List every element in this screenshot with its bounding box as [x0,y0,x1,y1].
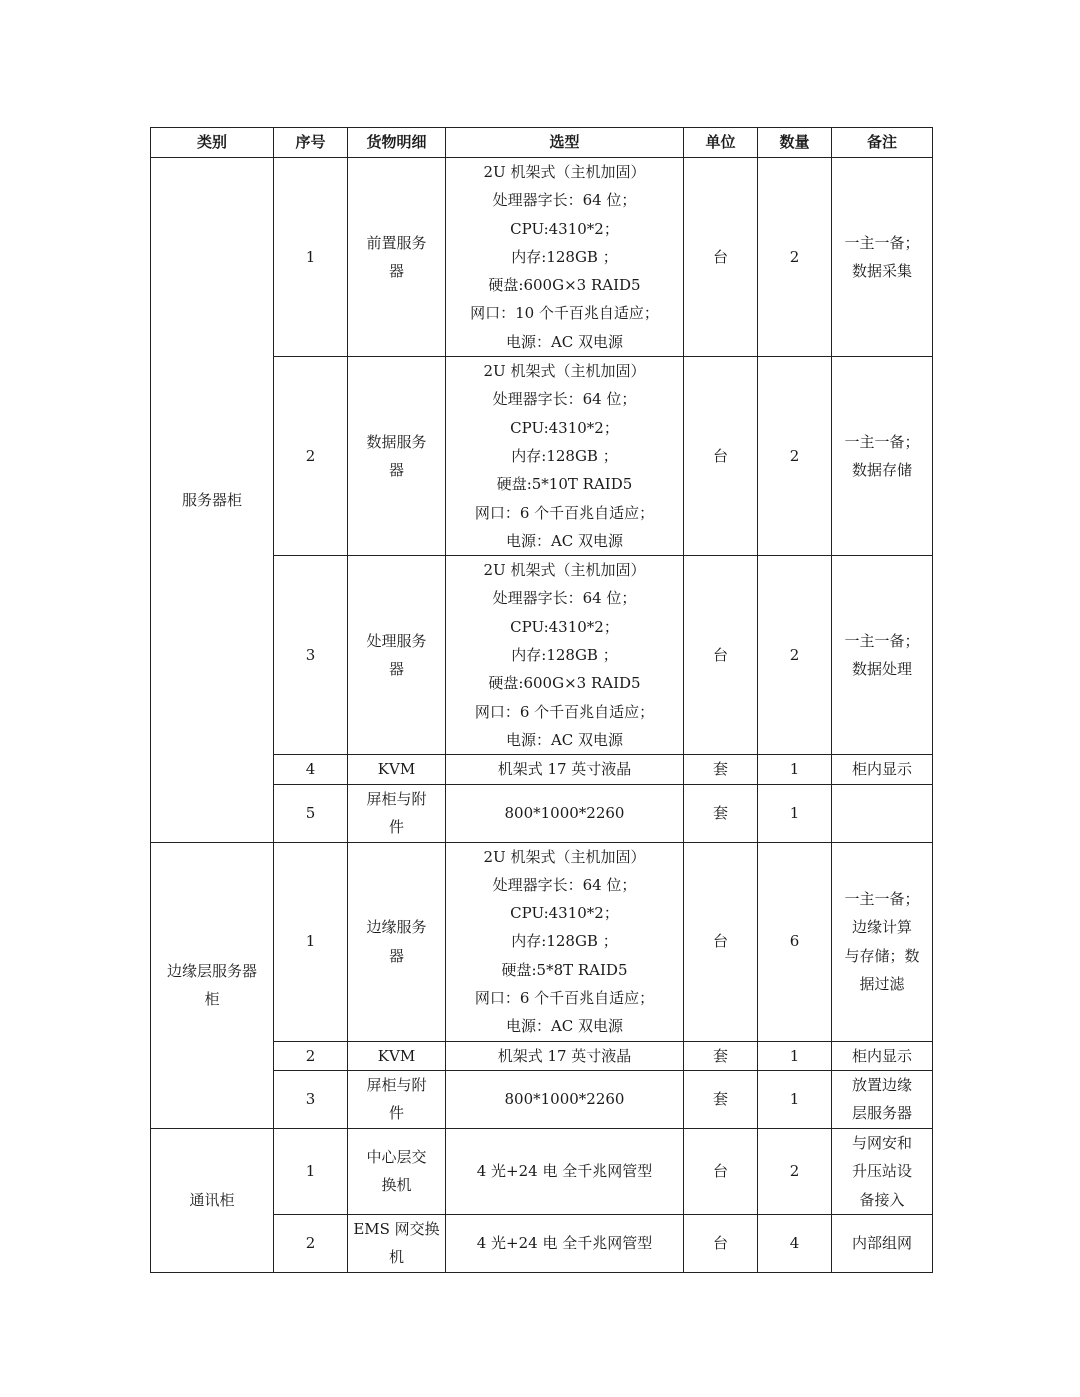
spec-line: CPU:4310*2； [510,219,619,238]
table-row [151,1128,933,1214]
item-cell [348,556,446,755]
spec-cell [446,1128,684,1214]
remark-line: 边缘计算 [851,918,912,937]
table-row [151,158,933,357]
remark-cell [832,556,933,755]
spec-line: 机架式 17 英寸液晶 [497,760,632,779]
item-cell [348,784,446,842]
spec-line: 电源：AC 双电源 [505,730,624,749]
unit-cell: 套 [684,1041,758,1070]
spec-line: 内存:128GB ； [511,247,618,266]
remark-cell [832,1070,933,1128]
item-line: 器 [388,262,404,281]
unit-cell: 台 [684,357,758,556]
spec-line: CPU:4310*2； [510,418,619,437]
item-line: 前置服务 [366,233,427,252]
unit-cell: 台 [684,1128,758,1214]
remark-line: 柜内显示 [851,760,912,779]
header-number: 序号 [274,128,348,158]
number-cell: 1 [274,158,348,357]
spec-cell [446,556,684,755]
spec-line: 处理器字长：64 位； [492,390,637,409]
spec-line: 网口：10 个千百兆自适应； [470,304,659,323]
unit-cell: 套 [684,784,758,842]
remark-line: 一主一备； [844,889,920,908]
quantity-cell: 2 [758,556,832,755]
quantity-cell: 1 [758,755,832,784]
remark-cell [832,1214,933,1272]
item-line: 处理服务 [366,631,427,650]
remark-line: 柜内显示 [851,1046,912,1065]
item-cell [348,1214,446,1272]
category-line: 服务器柜 [181,490,242,509]
spec-line: 内存:128GB ； [511,446,618,465]
remark-line: 与存储；数 [844,946,920,965]
quantity-cell: 2 [758,1128,832,1214]
spec-line: 电源：AC 双电源 [505,332,624,351]
spec-line: 2U 机架式（主机加固） [483,163,646,181]
quantity-cell: 6 [758,842,832,1041]
spec-cell [446,158,684,357]
spec-cell [446,1041,684,1070]
quantity-cell: 1 [758,1041,832,1070]
header-row [151,128,933,158]
spec-line: 处理器字长：64 位； [492,875,637,894]
remark-line: 备接入 [859,1190,905,1209]
remark-line: 放置边缘 [851,1076,912,1095]
spec-line: 800*1000*2260 [504,1090,625,1109]
item-line: 件 [388,818,404,837]
spec-line: 硬盘:600G×3 RAID5 [488,674,641,693]
spec-line: 4 光+24 电 全千兆网管型 [476,1234,653,1253]
category-cell [151,1128,274,1272]
remark-line: 数据处理 [851,660,912,679]
spec-cell [446,755,684,784]
number-cell: 1 [274,1128,348,1214]
item-line: 屏柜与附 [366,789,427,808]
item-cell [348,842,446,1041]
spec-line: CPU:4310*2； [510,617,619,636]
spec-line: 处理器字长：64 位； [492,589,637,608]
item-line: 器 [388,946,404,965]
remark-cell [832,842,933,1041]
remark-cell [832,1128,933,1214]
spec-line: 2U 机架式（主机加固） [483,561,646,580]
number-cell: 3 [274,556,348,755]
unit-cell: 套 [684,1070,758,1128]
item-cell [348,1128,446,1214]
item-line: 边缘服务 [366,918,427,937]
remark-cell [832,1041,933,1070]
item-cell [348,1070,446,1128]
spec-line: 硬盘:5*10T RAID5 [496,475,633,494]
spec-line: 电源：AC 双电源 [505,531,624,550]
unit-cell: 台 [684,1214,758,1272]
header-quantity: 数量 [758,128,832,158]
spec-line: 电源：AC 双电源 [505,1017,624,1036]
spec-cell [446,357,684,556]
remark-line: 一主一备； [844,432,920,451]
unit-cell: 台 [684,158,758,357]
number-cell: 3 [274,1070,348,1128]
item-cell [348,1041,446,1070]
item-line: EMS 网交换 [353,1220,440,1239]
item-line: KVM [377,1046,416,1065]
remark-line: 数据存储 [851,461,912,480]
header-category: 类别 [151,128,274,158]
item-cell [348,158,446,357]
unit-cell: 台 [684,842,758,1041]
quantity-cell: 1 [758,1070,832,1128]
spec-cell [446,784,684,842]
spec-cell [446,1214,684,1272]
item-cell [348,755,446,784]
spec-cell [446,842,684,1041]
remark-line: 层服务器 [851,1104,912,1123]
remark-line: 数据采集 [851,262,912,281]
spec-line: 机架式 17 英寸液晶 [497,1046,632,1065]
header-unit: 单位 [684,128,758,158]
spec-line: 2U 机架式（主机加固） [483,847,646,866]
header-item: 货物明细 [348,128,446,158]
category-line: 柜 [204,990,220,1009]
remark-line: 内部组网 [851,1234,912,1253]
spec-line: 硬盘:5*8T RAID5 [501,960,628,979]
spec-line: 处理器字长：64 位； [492,191,637,210]
item-line: 数据服务 [366,432,427,451]
number-cell: 4 [274,755,348,784]
spec-line: 网口：6 个千百兆自适应； [474,503,655,522]
unit-cell: 套 [684,755,758,784]
spec-line: 内存:128GB ； [511,646,618,665]
spec-line: CPU:4310*2； [510,904,619,923]
category-cell [151,842,274,1128]
item-line: 屏柜与附 [366,1076,427,1095]
quantity-cell: 2 [758,158,832,357]
spec-line: 网口：6 个千百兆自适应； [474,989,655,1008]
spec-line: 硬盘:600G×3 RAID5 [488,276,641,295]
item-line: 换机 [381,1176,412,1195]
category-line: 边缘层服务器 [166,961,257,980]
remark-line: 升压站设 [851,1162,912,1181]
quantity-cell: 1 [758,784,832,842]
item-line: 器 [388,660,404,679]
remark-line: 与网安和 [851,1133,912,1152]
item-line: 器 [388,461,404,480]
remark-cell [832,158,933,357]
item-line: 中心层交 [366,1148,427,1167]
quantity-cell: 2 [758,357,832,556]
item-line: 机 [388,1248,404,1267]
number-cell: 2 [274,357,348,556]
quantity-cell: 4 [758,1214,832,1272]
header-remark: 备注 [832,128,933,158]
number-cell: 5 [274,784,348,842]
category-cell [151,158,274,843]
unit-cell: 台 [684,556,758,755]
spec-line: 2U 机架式（主机加固） [483,362,646,381]
remark-cell [832,357,933,556]
item-cell [348,357,446,556]
number-cell: 2 [274,1214,348,1272]
spec-line: 内存:128GB ； [511,932,618,951]
remark-cell [832,784,933,842]
category-line: 通讯柜 [189,1191,235,1210]
table-row [151,842,933,1041]
spec-cell [446,1070,684,1128]
spec-line: 800*1000*2260 [504,803,625,822]
equipment-spec-table [150,127,933,1273]
number-cell: 2 [274,1041,348,1070]
item-line: KVM [377,760,416,779]
remark-line: 据过滤 [859,974,905,993]
item-line: 件 [388,1104,404,1123]
remark-line: 一主一备； [844,631,920,650]
spec-line: 网口：6 个千百兆自适应； [474,702,655,721]
remark-line: 一主一备； [844,233,920,252]
number-cell: 1 [274,842,348,1041]
remark-cell [832,755,933,784]
header-spec: 选型 [446,128,684,158]
spec-line: 4 光+24 电 全千兆网管型 [476,1162,653,1181]
